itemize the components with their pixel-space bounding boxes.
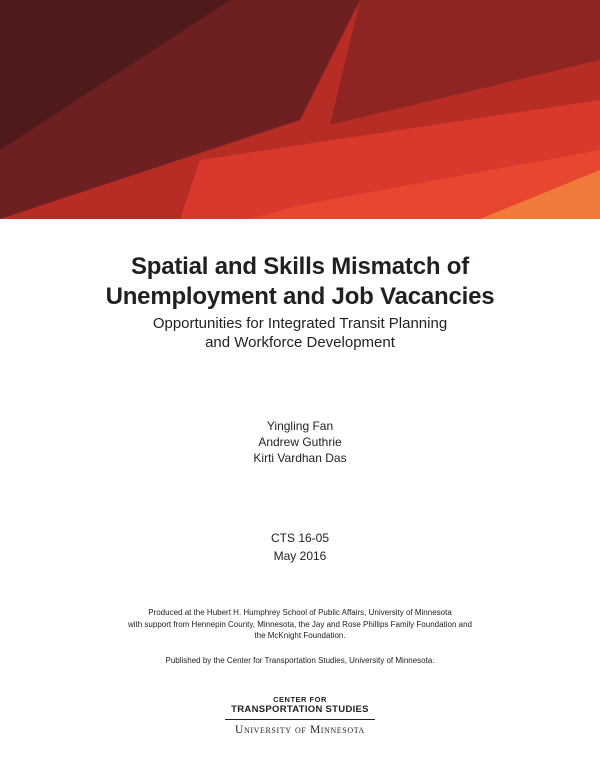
report-title-line-1: Spatial and Skills Mismatch of [130, 253, 470, 280]
logo-transportation-studies: TRANSPORTATION STUDIES [231, 704, 369, 715]
author-name: Kirti Vardhan Das [253, 451, 347, 465]
report-subtitle-line-2: and Workforce Development [205, 334, 395, 351]
cover-banner [0, 0, 600, 219]
title-block [0, 252, 600, 352]
report-title-line-2: Unemployment and Job Vacancies [105, 283, 495, 310]
authors [0, 418, 600, 466]
credits-line: Produced at the Hubert H. Humphrey School of Public Affairs, University of Minnesota [148, 608, 452, 617]
logo-divider [225, 719, 375, 720]
author-name: Yingling Fan [266, 419, 334, 433]
report-number: CTS 16-05 [270, 531, 330, 545]
publisher-statement: Published by the Center for Transportation Studies, University of Minnesota. [165, 656, 435, 665]
credits-line: the McKnight Foundation. [254, 631, 346, 640]
credits-line: with support from Hennepin County, Minnesota, the Jay and Rose Phillips Family Foundation and [127, 619, 473, 629]
report-date: May 2016 [273, 549, 327, 563]
logo-university: University of Minnesota [235, 724, 365, 736]
report-meta [0, 529, 600, 565]
production-credits [0, 607, 600, 642]
report-subtitle-line-1: Opportunities for Integrated Transit Planning [152, 315, 448, 332]
author-name: Andrew Guthrie [258, 435, 342, 449]
banner-graphic [0, 0, 600, 219]
cts-logo [225, 695, 375, 737]
logo-center-for: CENTER FOR [273, 695, 327, 704]
